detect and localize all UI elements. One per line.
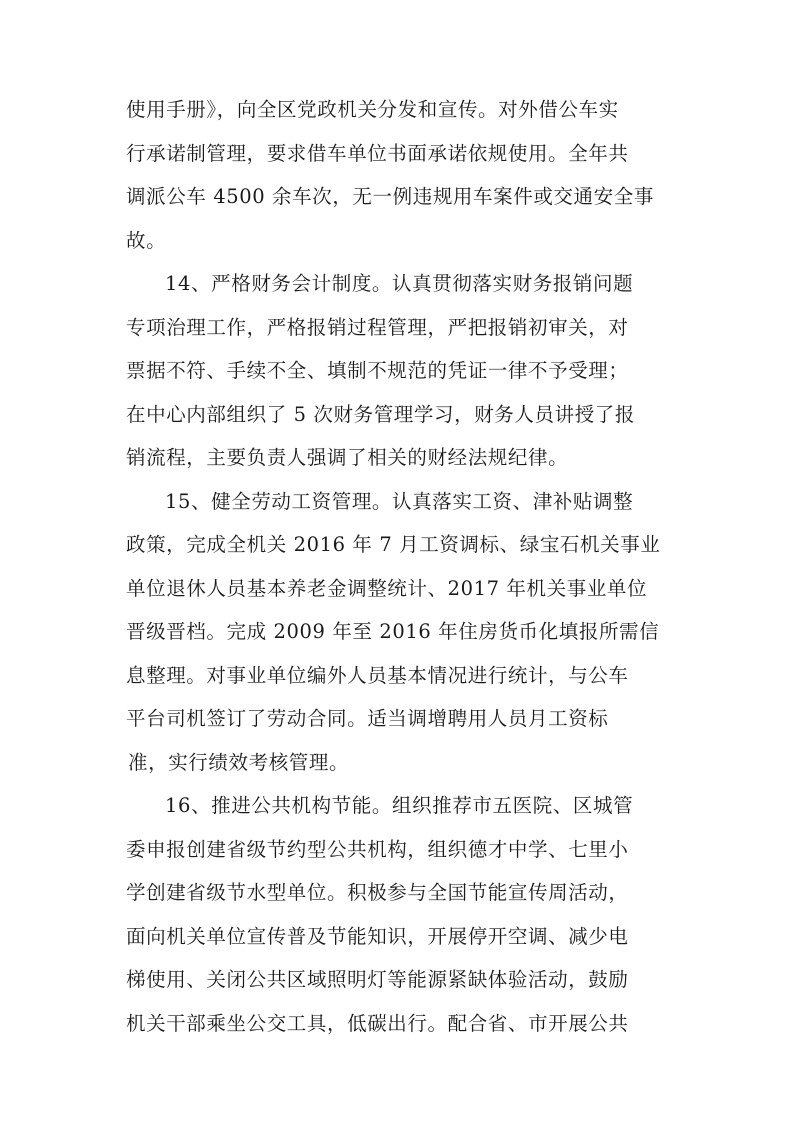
document-body <box>126 88 686 1045</box>
text-line: 调派公车 4500 余车次，无一例违规用车案件或交通安全事 <box>126 185 654 208</box>
text-line: 学创建省级节水型单位。积极参与全国节能宣传周活动， <box>126 881 629 904</box>
text-line: 单位退休人员基本养老金调整统计、2017 年机关事业单位 <box>126 576 648 600</box>
text-line: 准，实行绩效考核管理。 <box>128 750 350 774</box>
text-line: 政策，完成全机关 2016 年 7 月工资调标、绿宝石机关事业 <box>126 533 661 556</box>
text-line: 专项治理工作，严格报销过程管理，严把报销初审关，对 <box>126 315 629 339</box>
text-line: 平台司机签订了劳动合同。适当调增聘用人员月工资标 <box>126 707 609 730</box>
text-line: 票据不符、手续不全、填制不规范的凭证一律不予受理； <box>126 359 629 382</box>
text-line: 面向机关单位宣传普及节能知识，开展停开空调、减少电 <box>126 924 629 948</box>
text-line: 息整理。对事业单位编外人员基本情况进行统计，与公车 <box>126 663 629 687</box>
text-line: 委申报创建省级节约型公共机构，组织德才中学、七里小 <box>126 837 629 861</box>
text-line: 销流程，主要负责人强调了相关的财经法规纪律。 <box>126 446 569 469</box>
text-line: 行承诺制管理，要求借车单位书面承诺依规使用。全年共 <box>126 141 629 165</box>
section-heading-line: 15、健全劳动工资管理。认真落实工资、津补贴调整 <box>165 489 634 513</box>
text-line: 在中心内部组织了 5 次财务管理学习，财务人员讲授了报 <box>126 402 636 426</box>
section-heading-line: 14、严格财务会计制度。认真贯彻落实财务报销问题 <box>165 272 634 295</box>
text-line: 故。 <box>126 228 167 252</box>
text-line: 梯使用、关闭公共区域照明灯等能源紧缺体验活动，鼓励 <box>126 968 629 991</box>
section-heading-line: 16、推进公共机构节能。组织推荐市五医院、区城管 <box>165 794 634 817</box>
text-line: 机关干部乘坐公交工具，低碳出行。配合省、市开展公共 <box>126 1011 629 1035</box>
text-line: 使用手册》，向全区党政机关分发和宣传。对外借公车实 <box>126 98 619 121</box>
text-line: 晋级晋档。完成 2009 年至 2016 年住房货币化填报所需信 <box>126 620 660 643</box>
